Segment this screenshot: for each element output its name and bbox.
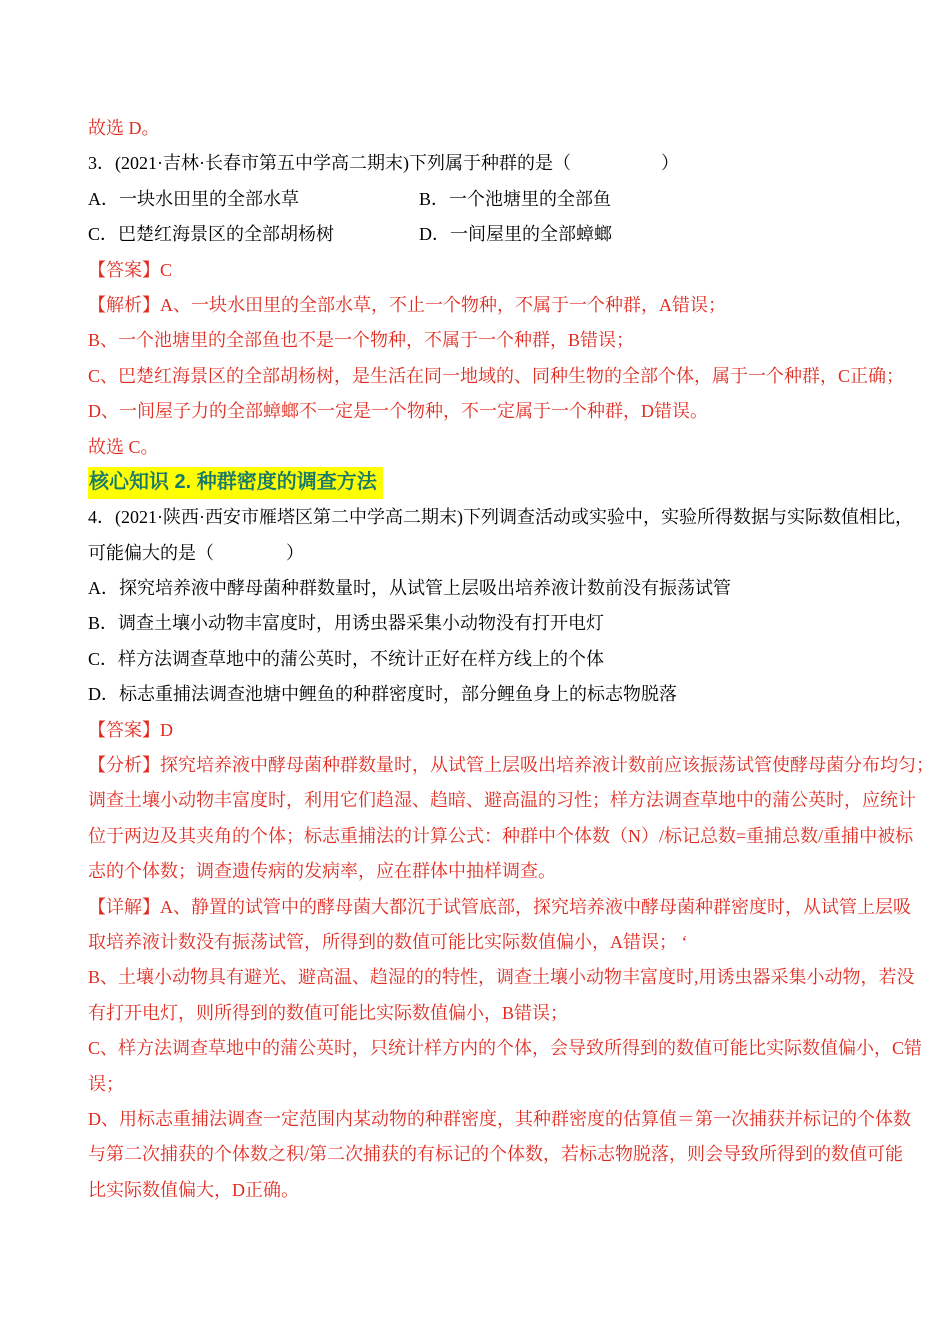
q3-conclusion-line: 故选 C。 xyxy=(88,436,159,457)
q4-detail-line-7: D、用标志重捕法调查一定范围内某动物的种群密度，其种群密度的估算值＝第一次捕获并标记的个体数 xyxy=(88,1108,911,1129)
q4-detail-line-3: B、土壤小动物具有避光、避高温、趋湿的的特性，调查土壤小动物丰富度时,用诱虫器采集小动物，若没 xyxy=(88,967,915,988)
q3-stem: 3．(2021·吉林·长春市第五中学高二期末)下列属于种群的是（ ） xyxy=(88,153,679,174)
section-header-highlight: 核心知识 2. 种群密度的调查方法 xyxy=(88,467,383,499)
q3-analysis-line-d: D、一间屋子力的全部蟑螂不一定是一个物种，不一定属于一个种群，D错误。 xyxy=(88,401,708,422)
q3-option-b: B．一个池塘里的全部鱼 xyxy=(419,188,612,209)
q4-detail-line-4: 有打开电灯，则所得到的数值可能比实际数值偏小，B错误； xyxy=(88,1002,569,1023)
q4-detail-line-8: 与第二次捕获的个体数之积/第二次捕获的有标记的个体数，若标志物脱落，则会导致所得到的数值可能 xyxy=(88,1144,903,1165)
q4-analysis-line-4: 志的个体数；调查遗传病的发病率，应在群体中抽样调查。 xyxy=(88,861,556,882)
q4-option-c: C．样方法调查草地中的蒲公英时，不统计正好在样方线上的个体 xyxy=(88,648,605,669)
q4-option-a: A．探究培养液中酵母菌种群数量时，从试管上层吸出培养液计数前没有振荡试管 xyxy=(88,578,731,599)
q3-option-d: D．一间屋里的全部蟑螂 xyxy=(419,224,612,245)
q4-option-d: D．标志重捕法调查池塘中鲤鱼的种群密度时，部分鲤鱼身上的标志物脱落 xyxy=(88,684,677,705)
q4-option-b: B．调查土壤小动物丰富度时，用诱虫器采集小动物没有打开电灯 xyxy=(88,613,605,634)
q3-analysis-line-b: B、一个池塘里的全部鱼也不是一个物种，不属于一个种群，B错误； xyxy=(88,330,635,351)
q3-options-row-cd xyxy=(88,217,892,252)
q4-detail-line-1: 【详解】A、静置的试管中的酵母菌大都沉于试管底部，探究培养液中酵母菌种群密度时，从试管上层吸 xyxy=(88,896,911,917)
q4-detail-line-6: 误； xyxy=(88,1073,124,1094)
q3-analysis-line-c: C、巴楚红海景区的全部胡杨树，是生活在同一地域的、同种生物的全部个体，属于一个种群，C正确； xyxy=(88,365,905,386)
q3-analysis-line-a: 【解析】A、一块水田里的全部水草，不止一个物种，不属于一个种群，A错误； xyxy=(88,294,726,315)
q4-stem-line-1: 4．(2021·陕西·西安市雁塔区第二中学高二期末)下列调查活动或实验中，实验所得数据与实际数值相比， xyxy=(88,507,913,528)
q3-options-row-ab xyxy=(88,182,892,217)
q3-answer-line: 【答案】C xyxy=(88,259,173,280)
q3-option-a: A．一块水田里的全部水草 xyxy=(88,188,299,209)
q3-prev-answer-line: 故选 D。 xyxy=(88,118,160,138)
q4-detail-line-9: 比实际数值偏大，D正确。 xyxy=(88,1179,299,1200)
q4-stem-line-2: 可能偏大的是（ ） xyxy=(88,542,304,563)
q4-analysis-line-1: 【分析】探究培养液中酵母菌种群数量时，从试管上层吸出培养液计数前应该振荡试管使酵母菌分布均匀； xyxy=(88,755,934,776)
q3-option-c: C．巴楚红海景区的全部胡杨树 xyxy=(88,224,335,245)
q4-analysis-line-2: 调查土壤小动物丰富度时，利用它们趋湿、趋暗、避高温的习性；样方法调查草地中的蒲公英时，应统计 xyxy=(88,790,916,811)
section-header xyxy=(88,465,892,500)
q4-analysis-line-3: 位于两边及其夹角的个体；标志重捕法的计算公式：种群中个体数（N）/标记总数=重捕总数/重捕中被标 xyxy=(88,825,914,846)
q4-detail-line-5: C、样方法调查草地中的蒲公英时，只统计样方内的个体，会导致所得到的数值可能比实际数值偏小，C错 xyxy=(88,1038,923,1059)
q4-answer-line: 【答案】D xyxy=(88,719,173,740)
q4-detail-line-2: 取培养液计数没有振荡试管，所得到的数值可能比实际数值偏小，A错误； ‘ xyxy=(88,931,688,952)
